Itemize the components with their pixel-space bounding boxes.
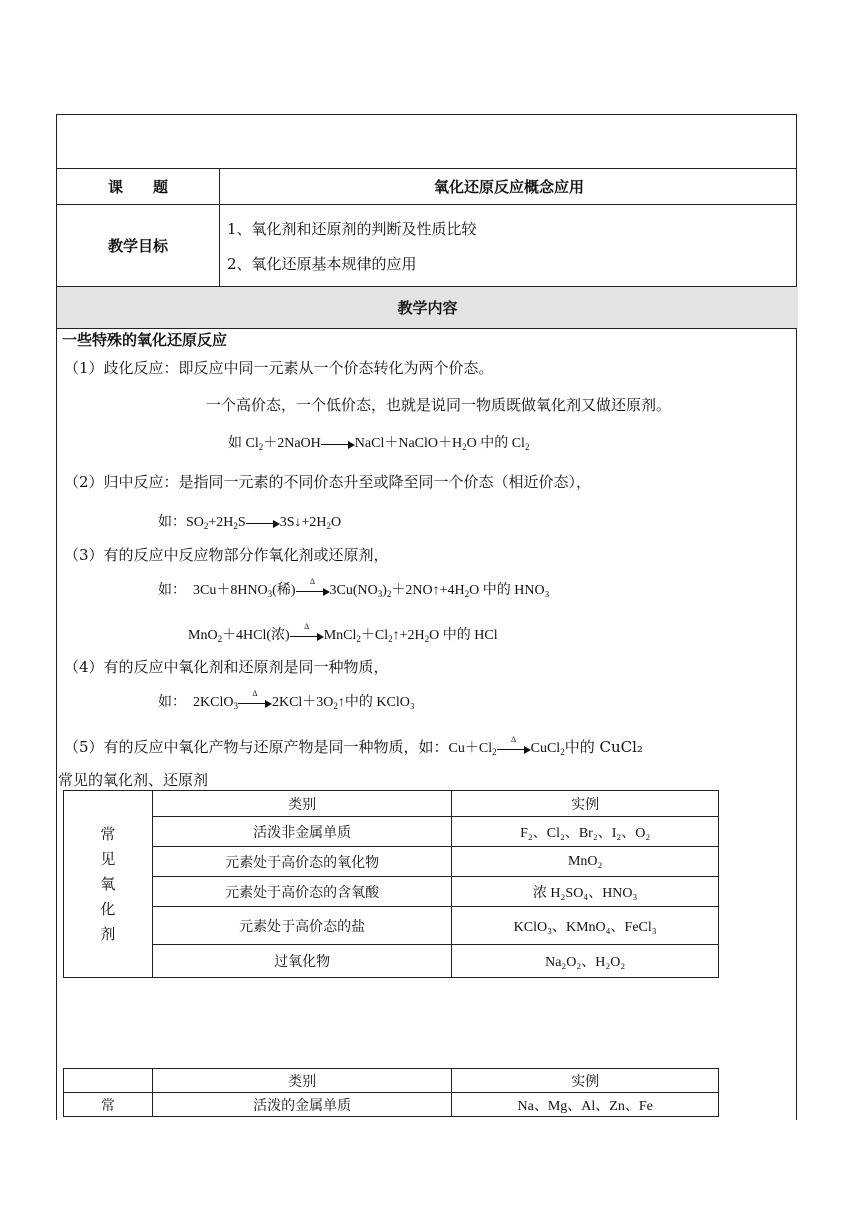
goal-item: 2、氧化还原基本规律的应用	[227, 255, 417, 273]
equation-hydrochloric-acid: MnO$_2$＋4HCl(浓) Δ $MnCl_2+Cl_2↑+2H_2O$ 中的 HCl	[188, 621, 498, 644]
category-cell: 活泼的金属单质	[152, 1093, 452, 1117]
oxidant-vertical-label: 常 见 氧 化 剂	[100, 824, 116, 943]
item-1: （1）歧化反应：即反应中同一元素从一个价态转化为两个价态。	[64, 359, 494, 377]
item-1-detail: 一个高价态，一个低价态，也就是说同一物质既做氧化剂又做还原剂。	[206, 396, 672, 414]
equation-disproportionation: 如 $Cl_2+2NaOH$ $NaCl+NaClO+H_2O$ 中的 $Cl_2$	[228, 436, 530, 452]
item-5: （5）有的反应中氧化产物与还原产物是同一种物质，如：$Cu+Cl_2$ Δ CuCl$_2$中的 CuCl₂	[64, 734, 643, 757]
equation-chlorate: 如： 2KClO$_3$ Δ $2KCl+3O_2↑$中的 KClO₃	[158, 688, 415, 711]
example-cell: MnO₂	[452, 847, 719, 877]
topic-value: 氧化还原反应概念应用	[433, 178, 584, 196]
example-cell: 浓 H₂SO₄、HNO₃	[452, 877, 719, 907]
example-cell: KClO₃、KMnO₄、FeCl₃	[452, 907, 719, 945]
item-3: （3）有的反应中反应物部分作氧化剂或还原剂，	[64, 546, 389, 564]
col-header-category: 类别	[152, 1069, 452, 1093]
oxidant-table	[63, 790, 719, 978]
equation-comproportionation: 如：$SO_2+2H_2S$ $3S↓+2H_2O$	[158, 515, 342, 531]
col-header-example: 实例	[452, 791, 719, 817]
category-cell: 过氧化物	[152, 945, 451, 978]
section-title: 一些特殊的氧化还原反应	[62, 331, 228, 349]
content-header: 教学内容	[57, 287, 798, 328]
reductant-side-label: 常	[64, 1093, 153, 1117]
goals-label: 教学目标	[107, 237, 168, 255]
item-2: （2）归中反应：是指同一元素的不同价态升至或降至同一个价态（相近价态），	[64, 473, 592, 491]
section-2-title: 常见的氧化剂、还原剂	[58, 771, 209, 789]
topic-label: 课 题	[107, 178, 168, 196]
empty-cell	[64, 1069, 153, 1093]
col-header-category: 类别	[152, 791, 451, 817]
oxidant-side-label	[64, 791, 153, 978]
equation-nitric-acid: 如： $3Cu+8HNO_3$(稀) Δ $3Cu(NO_3)_2+2NO↑+4H_2O$ 中的 HNO₃	[158, 576, 550, 599]
reductant-table	[63, 1068, 719, 1117]
category-cell: 元素处于高价态的含氧酸	[152, 877, 451, 907]
category-cell: 元素处于高价态的盐	[152, 907, 451, 945]
col-header-example: 实例	[452, 1069, 719, 1093]
item-4: （4）有的反应中氧化剂和还原剂是同一种物质，	[64, 658, 389, 676]
example-cell: Na₂O₂、H₂O₂	[452, 945, 719, 978]
goal-item: 1、氧化剂和还原剂的判断及性质比较	[227, 220, 477, 238]
example-cell: F₂、Cl₂、Br₂、I₂、O₂	[452, 817, 719, 847]
category-cell: 活泼非金属单质	[152, 817, 451, 847]
category-cell: 元素处于高价态的氧化物	[152, 847, 451, 877]
example-cell: Na、Mg、Al、Zn、Fe	[452, 1093, 719, 1117]
